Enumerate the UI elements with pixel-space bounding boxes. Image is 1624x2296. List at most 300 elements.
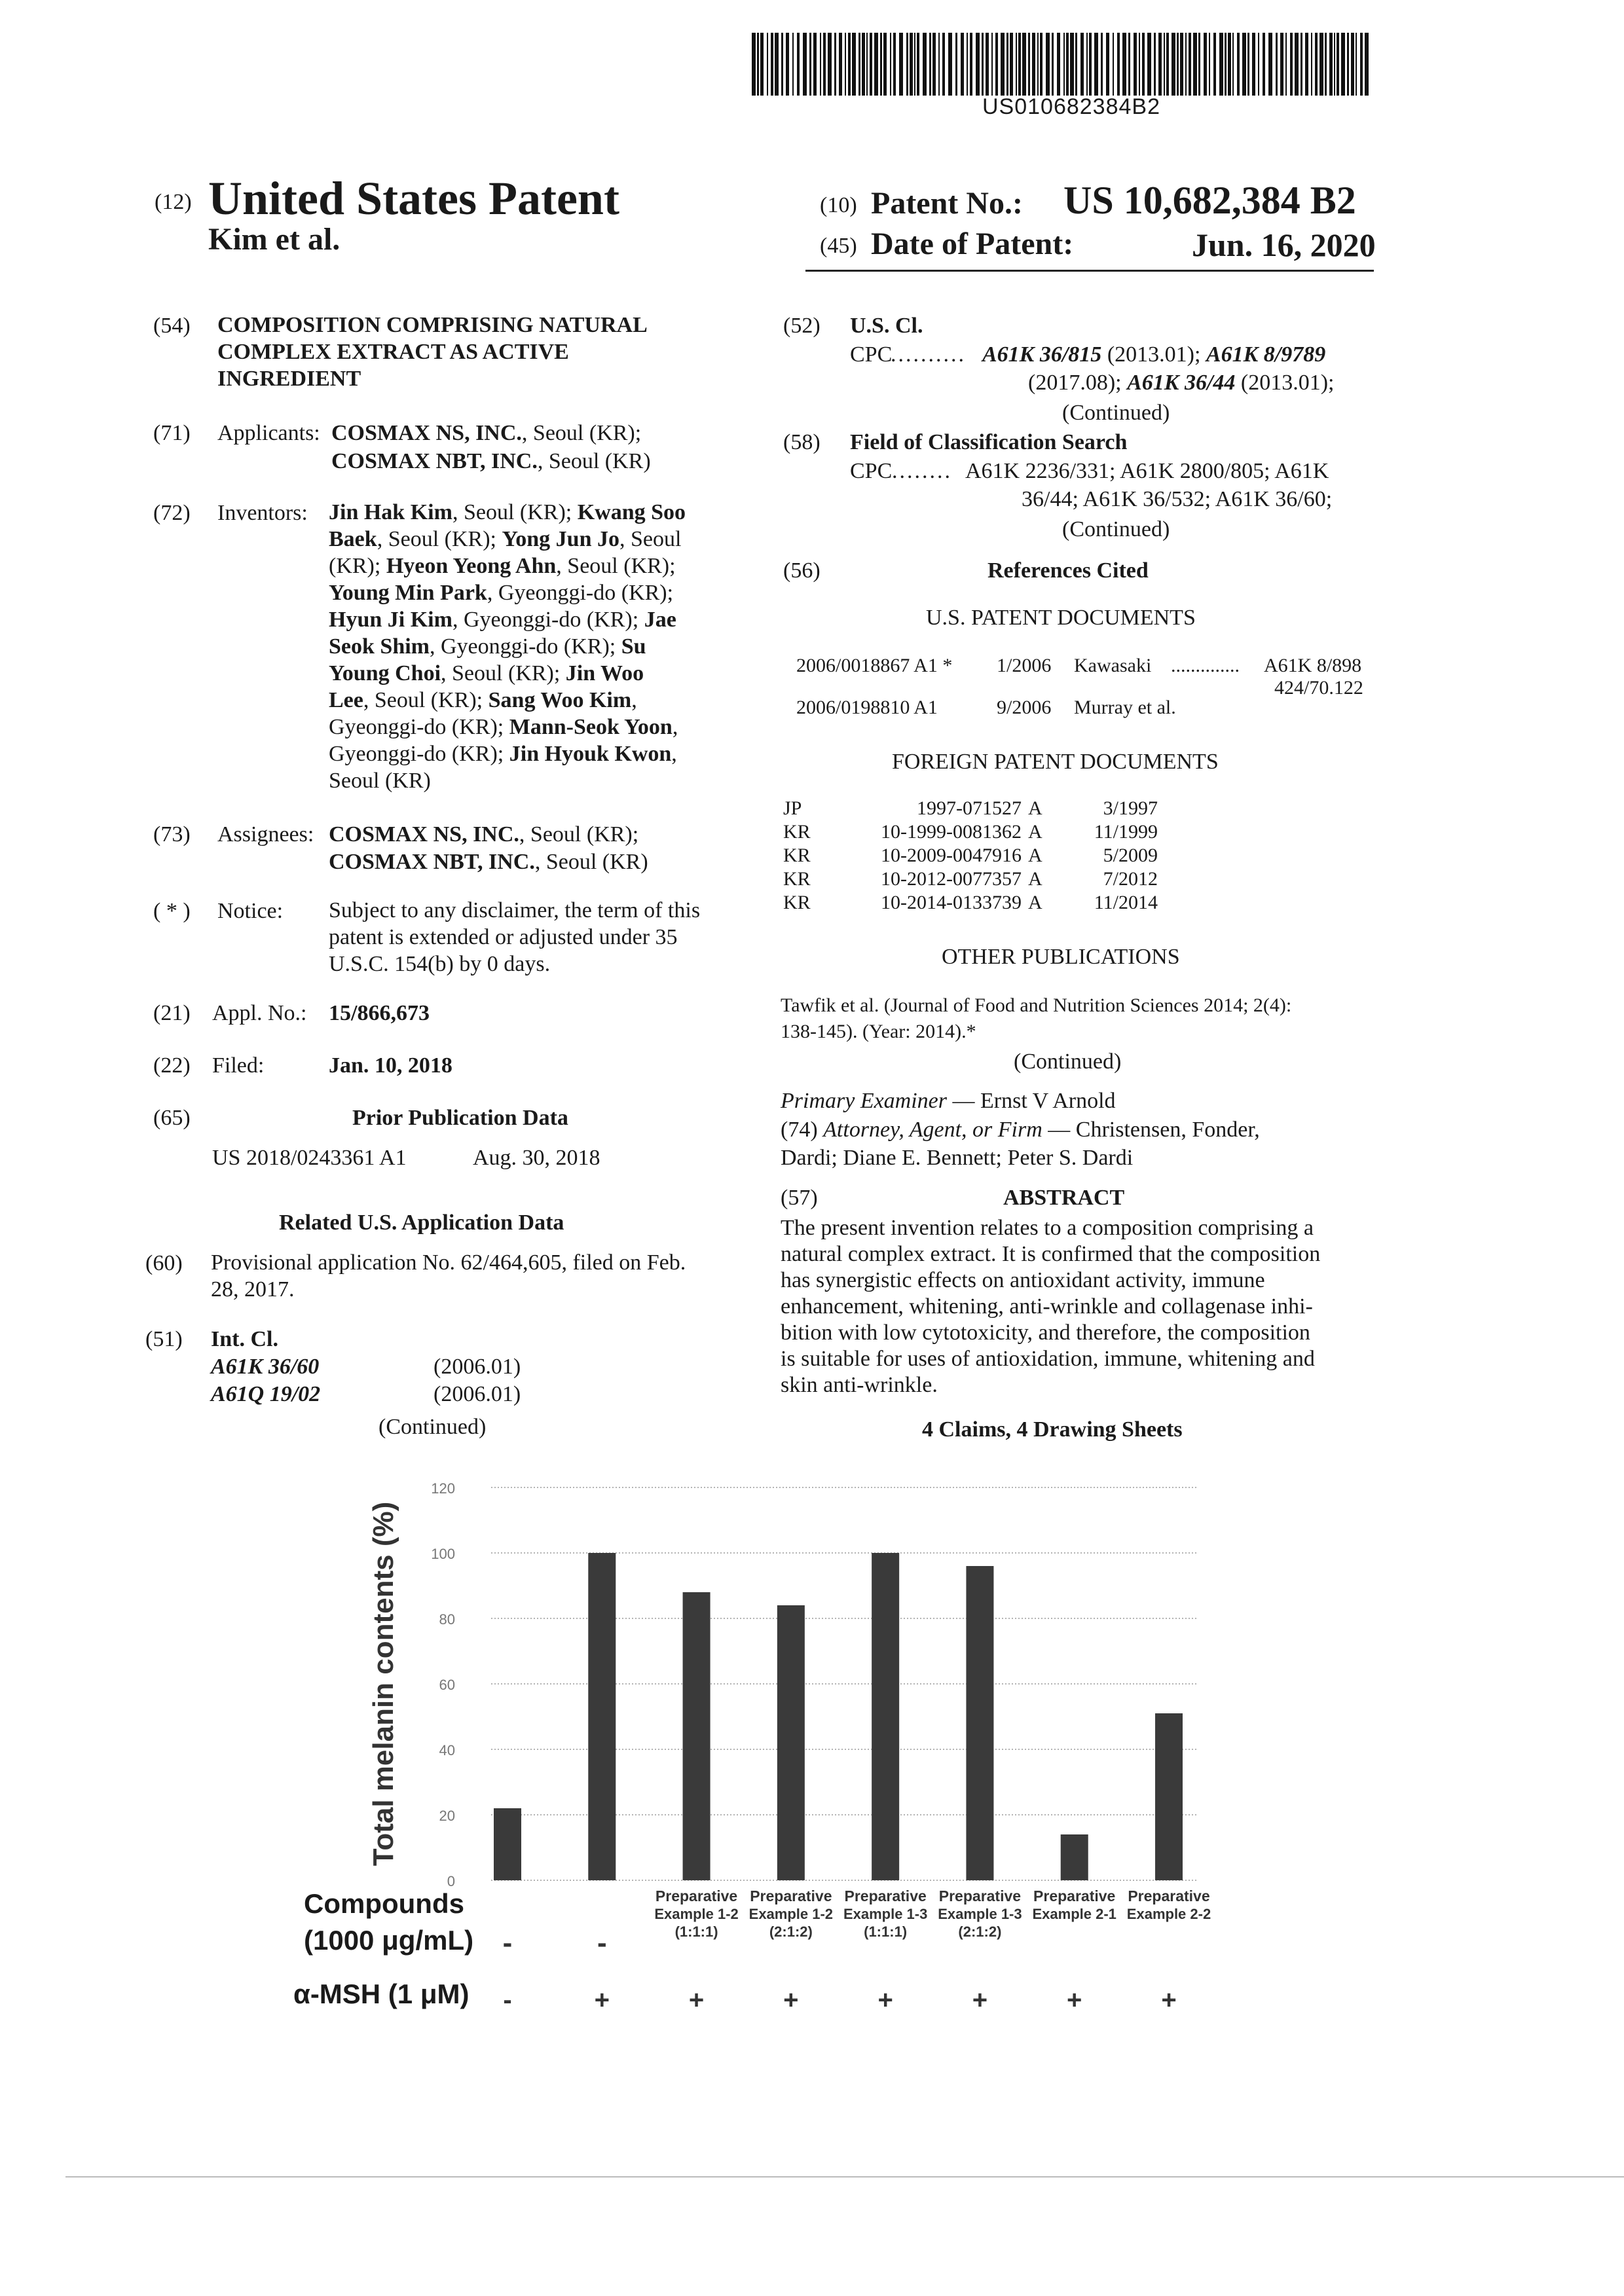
bar	[872, 1553, 899, 1880]
bar	[683, 1592, 710, 1880]
x-category-label: Preparative	[938, 1887, 1022, 1904]
x-category-label: Preparative	[1033, 1887, 1116, 1904]
code-60: (60)	[145, 1251, 183, 1275]
code-22: (22)	[153, 1053, 191, 1078]
abstract-line: skin anti-wrinkle.	[781, 1373, 938, 1397]
foreign-doc-number: 1997-071527	[917, 797, 1022, 819]
code-58: (58)	[783, 430, 821, 454]
barcode-bar	[986, 33, 989, 96]
applicant-location: , Seoul (KR);	[521, 421, 642, 445]
patent-title: United States Patent	[208, 172, 619, 225]
abstract-line: has synergistic effects on antioxidant activity, immune	[781, 1268, 1265, 1292]
patent-date: Jun. 16, 2020	[1192, 227, 1376, 263]
barcode-bar	[866, 33, 868, 96]
inventor-line: Gyeonggi-do (KR); Mann-Seok Yoon,	[329, 715, 678, 739]
barcode-bar	[1117, 33, 1120, 96]
code-10: (10)	[820, 193, 857, 217]
abstract-line: enhancement, whitening, anti-wrinkle and collagenase inhi-	[781, 1294, 1313, 1319]
assignees-label: Assignees:	[217, 822, 314, 847]
compounds-value: -	[597, 1927, 607, 1959]
us-doc-number: 2006/0018867 A1 *	[796, 655, 953, 676]
barcode-bar	[982, 33, 984, 96]
barcode	[752, 33, 1374, 96]
barcode-bar	[1101, 33, 1103, 96]
barcode-bar	[1189, 33, 1191, 96]
barcode-bar	[1001, 33, 1005, 96]
title-line: INGREDIENT	[217, 367, 361, 391]
bar	[1155, 1713, 1183, 1880]
foreign-doc-number: 10-2009-0047916	[881, 845, 1022, 866]
barcode-bar	[845, 33, 846, 96]
assignee-location: , Seoul (KR);	[519, 822, 639, 847]
code-51: (51)	[145, 1327, 183, 1351]
msh-value: +	[688, 1986, 705, 2014]
foreign-doc-number: 10-2014-0133739	[881, 892, 1022, 913]
inventor-line: Seok Shim, Gyeonggi-do (KR); Su	[329, 634, 646, 659]
barcode-bar	[1037, 33, 1039, 96]
attorney-line: Christensen, Fonder,	[1075, 1118, 1260, 1142]
barcode-bar	[760, 33, 764, 96]
barcode-bar	[1325, 33, 1327, 96]
other-pubs-heading: OTHER PUBLICATIONS	[942, 945, 1180, 969]
x-category-label: Example 1-2	[654, 1906, 739, 1922]
notice-line: U.S.C. 154(b) by 0 days.	[329, 952, 551, 976]
us-doc-date: 9/2006	[997, 697, 1052, 718]
barcode-bar	[1225, 33, 1227, 96]
assignee-2	[329, 848, 648, 876]
barcode-bar	[948, 33, 952, 96]
msh-value: -	[503, 1986, 512, 2014]
int-cl-version: (2006.01)	[434, 1355, 521, 1379]
inventor-line: Jin Hak Kim, Seoul (KR); Kwang Soo	[329, 500, 686, 524]
code-56: (56)	[783, 558, 821, 583]
prior-pub-number: US 2018/0243361 A1	[212, 1146, 407, 1170]
barcode-bar	[1128, 33, 1130, 96]
barcode-bar	[1052, 33, 1054, 96]
leader-dots: ........	[892, 459, 952, 483]
x-category-label: (2:1:2)	[958, 1923, 1002, 1940]
y-tick-label: 100	[431, 1546, 455, 1562]
barcode-bar	[1177, 33, 1179, 96]
barcode-bar	[1172, 33, 1175, 96]
msh-label: α-MSH (1 μM)	[293, 1978, 470, 2009]
barcode-bar	[938, 33, 940, 96]
barcode-bar	[880, 33, 882, 96]
notice-label: Notice:	[217, 899, 284, 923]
applicant-name: COSMAX NS, INC.	[331, 421, 522, 445]
barcode-bar	[1315, 33, 1318, 96]
other-pub-line: 138-145). (Year: 2014).*	[781, 1021, 976, 1042]
bar	[1061, 1834, 1088, 1880]
applicant-1	[331, 419, 641, 447]
barcode-bar	[1329, 33, 1333, 96]
barcode-bar	[1365, 33, 1369, 96]
barcode-bar	[1089, 33, 1092, 96]
y-tick-label: 40	[439, 1742, 455, 1758]
x-category-label: (2:1:2)	[769, 1923, 813, 1940]
barcode-bar	[1166, 33, 1169, 96]
barcode-bar	[1122, 33, 1126, 96]
barcode-bar	[1232, 33, 1234, 96]
foreign-doc-kind: A	[1028, 821, 1043, 843]
barcode-bar	[1198, 33, 1200, 96]
abstract-line: is suitable for uses of antioxidation, immune, whitening and	[781, 1347, 1315, 1371]
barcode-bar	[1347, 33, 1349, 96]
x-category-label: Example 1-3	[938, 1906, 1022, 1922]
x-category-label: Preparative	[655, 1887, 738, 1904]
foreign-doc-date: 3/1997	[1103, 797, 1158, 819]
compounds-value: -	[502, 1927, 513, 1959]
applicant-2	[331, 447, 651, 475]
bar	[494, 1808, 521, 1880]
barcode-bar	[942, 33, 945, 96]
barcode-bar	[991, 33, 993, 96]
abstract-text	[781, 1215, 1320, 1398]
msh-value: +	[1067, 1986, 1082, 2014]
x-category-label: Preparative	[844, 1887, 927, 1904]
x-category-label: (1:1:1)	[864, 1923, 908, 1940]
barcode-bar	[834, 33, 836, 96]
barcode-bar	[923, 33, 927, 96]
barcode-bar	[870, 33, 872, 96]
barcode-bar	[797, 33, 800, 96]
y-tick-label: 60	[439, 1677, 455, 1693]
inventor-line: (KR); Hyeon Yeong Ahn, Seoul (KR);	[329, 554, 676, 578]
foreign-doc-country: JP	[783, 797, 802, 819]
us-doc-number: 2006/0198810 A1	[796, 697, 938, 718]
barcode-bar	[1142, 33, 1145, 96]
barcode-bar	[809, 33, 811, 96]
x-category-label: (1:1:1)	[674, 1923, 718, 1940]
code-73: (73)	[153, 822, 191, 847]
applicant-name: COSMAX NBT, INC.	[331, 449, 538, 473]
barcode-bar	[1185, 33, 1187, 96]
barcode-bar	[914, 33, 915, 96]
code-45: (45)	[820, 234, 857, 258]
barcode-bar	[1070, 33, 1074, 96]
provisional-line: 28, 2017.	[211, 1277, 295, 1302]
barcode-bar	[1301, 33, 1302, 96]
barcode-bar	[1285, 33, 1287, 96]
invention-title	[217, 312, 648, 392]
barcode-bar	[906, 33, 908, 96]
notice-code: ( * )	[153, 899, 191, 923]
barcode-bar	[813, 33, 817, 96]
prior-pub-heading: Prior Publication Data	[352, 1106, 568, 1130]
barcode-bar	[1158, 33, 1162, 96]
barcode-bar	[1334, 33, 1335, 96]
barcode-bar	[1341, 33, 1345, 96]
barcode-bar	[874, 33, 878, 96]
inventor-line: Gyeonggi-do (KR); Jin Hyouk Kwon,	[329, 742, 677, 766]
header-rule	[805, 270, 1374, 272]
barcode-bar	[862, 33, 865, 96]
x-category-label: Example 1-3	[843, 1906, 928, 1922]
barcode-bar	[1237, 33, 1240, 96]
inventor-line: Baek, Seoul (KR); Yong Jun Jo, Seoul	[329, 527, 682, 551]
barcode-bar	[839, 33, 842, 96]
field-search-continued: (Continued)	[1062, 517, 1170, 541]
barcode-bar	[1242, 33, 1246, 96]
inventors-list	[329, 499, 686, 794]
barcode-bar	[893, 33, 896, 96]
attorney-code: (74)	[781, 1118, 818, 1142]
code-65: (65)	[153, 1106, 191, 1130]
title-line: COMPLEX EXTRACT AS ACTIVE	[217, 340, 569, 364]
prior-pub-date: Aug. 30, 2018	[473, 1146, 600, 1170]
foreign-doc-number: 10-2012-0077357	[881, 868, 1022, 890]
barcode-number: US010682384B2	[982, 94, 1161, 119]
barcode-bar	[775, 33, 779, 96]
barcode-bar	[1276, 33, 1278, 96]
other-pubs-text	[781, 993, 1291, 1045]
barcode-bar	[1180, 33, 1183, 96]
assignee-1	[329, 820, 638, 848]
foreign-doc-kind: A	[1028, 892, 1043, 913]
barcode-bar	[1280, 33, 1283, 96]
barcode-bar	[852, 33, 856, 96]
int-cl-version: (2006.01)	[434, 1382, 521, 1406]
appl-no-label: Appl. No.:	[212, 1001, 307, 1025]
barcode-bar	[995, 33, 998, 96]
barcode-bar	[967, 33, 968, 96]
bar	[966, 1566, 993, 1880]
provisional-text	[211, 1249, 686, 1303]
msh-value: +	[972, 1986, 988, 2014]
us-cl-line: (2017.08); A61K 36/44 (2013.01);	[1028, 371, 1335, 395]
x-category-label: Preparative	[1128, 1887, 1210, 1904]
code-21: (21)	[153, 1001, 191, 1025]
y-axis-label: Total melanin contents (%)	[367, 1501, 399, 1867]
bar	[588, 1553, 616, 1880]
inventor-line: Young Min Park, Gyeonggi-do (KR);	[329, 581, 674, 605]
patent-no-label: Patent No.:	[871, 186, 1023, 221]
page-bottom-rule	[65, 2176, 1624, 2178]
msh-value: +	[877, 1986, 893, 2014]
barcode-bar	[1311, 33, 1312, 96]
code-54: (54)	[153, 314, 191, 338]
assignee-name: COSMAX NBT, INC.	[329, 850, 535, 874]
foreign-doc-country: KR	[783, 868, 811, 890]
barcode-bar	[1351, 33, 1354, 96]
barcode-bar	[1094, 33, 1098, 96]
barcode-bar	[970, 33, 972, 96]
barcode-bar	[786, 33, 789, 96]
references-heading: References Cited	[987, 558, 1149, 583]
barcode-bar	[1268, 33, 1272, 96]
barcode-bar	[1113, 33, 1114, 96]
notice-line: Subject to any disclaimer, the term of this	[329, 898, 701, 922]
barcode-bar	[752, 33, 756, 96]
barcode-bar	[1204, 33, 1207, 96]
y-tick-label: 20	[439, 1808, 455, 1824]
barcode-bar	[1080, 33, 1084, 96]
barcode-bar	[1057, 33, 1060, 96]
compounds-concentration: (1000 μg/mL)	[304, 1925, 474, 1956]
field-search-line: 36/44; A61K 36/532; A61K 36/60;	[1022, 487, 1333, 511]
foreign-doc-number: 10-1999-0081362	[881, 821, 1022, 843]
barcode-bar	[1040, 33, 1043, 96]
us-doc-name: Kawasaki	[1074, 655, 1152, 676]
foreign-doc-country: KR	[783, 821, 811, 843]
foreign-doc-kind: A	[1028, 868, 1043, 890]
foreign-docs-heading: FOREIGN PATENT DOCUMENTS	[892, 750, 1219, 774]
us-doc-class: A61K 8/898	[1264, 655, 1362, 676]
field-search-cpc: CPC	[850, 459, 893, 483]
us-docs-heading: U.S. PATENT DOCUMENTS	[926, 606, 1196, 630]
barcode-bar	[1213, 33, 1216, 96]
barcode-bar	[899, 33, 903, 96]
barcode-bar	[1252, 33, 1255, 96]
barcode-bar	[1305, 33, 1308, 96]
us-cl-line: A61K 36/815 (2013.01); A61K 8/9789	[982, 342, 1326, 367]
field-search-label: Field of Classification Search	[850, 430, 1128, 454]
barcode-bar	[848, 33, 851, 96]
date-label: Date of Patent:	[871, 227, 1074, 261]
x-category-label: Example 1-2	[748, 1906, 834, 1922]
attorney-line-2: Dardi; Diane E. Bennett; Peter S. Dardi	[781, 1146, 1134, 1170]
inventor-line: Hyun Ji Kim, Gyeonggi-do (KR); Jae	[329, 608, 676, 632]
us-cl-cpc: CPC	[850, 342, 893, 367]
code-57: (57)	[781, 1186, 818, 1210]
barcode-bar	[1075, 33, 1077, 96]
patent-number: US 10,682,384 B2	[1063, 179, 1356, 222]
int-cl-class: A61K 36/60	[211, 1355, 320, 1379]
related-heading: Related U.S. Application Data	[279, 1211, 564, 1235]
barcode-bar	[767, 33, 768, 96]
barcode-bar	[1164, 33, 1165, 96]
examiner-name: Ernst V Arnold	[980, 1089, 1116, 1113]
msh-value: +	[594, 1986, 610, 2014]
barcode-bar	[1258, 33, 1259, 96]
applicant-location: , Seoul (KR)	[537, 449, 651, 473]
field-search-line: A61K 2236/331; A61K 2800/805; A61K	[965, 459, 1329, 483]
filed-label: Filed:	[212, 1053, 265, 1078]
barcode-bar	[1016, 33, 1017, 96]
barcode-bar	[1139, 33, 1140, 96]
applicants-label: Applicants:	[217, 421, 320, 445]
barcode-bar	[1360, 33, 1363, 96]
barcode-bar	[1046, 33, 1050, 96]
foreign-doc-kind: A	[1028, 845, 1043, 866]
int-cl-continued: (Continued)	[378, 1415, 487, 1439]
barcode-bar	[820, 33, 821, 96]
foreign-doc-kind: A	[1028, 797, 1043, 819]
barcode-bar	[976, 33, 980, 96]
barcode-bar	[1018, 33, 1021, 96]
int-cl-label: Int. Cl.	[211, 1327, 278, 1351]
barcode-bar	[1263, 33, 1265, 96]
us-cl-label: U.S. Cl.	[850, 314, 923, 338]
barcode-bar	[1154, 33, 1156, 96]
compounds-label: Compounds	[304, 1888, 464, 1919]
foreign-doc-date: 11/2014	[1094, 892, 1158, 913]
foreign-doc-country: KR	[783, 845, 811, 866]
leader-dots: ..........	[891, 342, 966, 367]
us-cl-continued: (Continued)	[1062, 401, 1170, 425]
barcode-bar	[932, 33, 936, 96]
barcode-bar	[883, 33, 887, 96]
barcode-bar	[771, 33, 773, 96]
y-tick-label: 80	[439, 1611, 455, 1628]
barcode-bar	[757, 33, 759, 96]
primary-examiner: Primary Examiner — Ernst V Arnold	[781, 1089, 1116, 1113]
provisional-line: Provisional application No. 62/464,605, filed on Feb.	[211, 1250, 686, 1275]
filed-date: Jan. 10, 2018	[329, 1053, 452, 1078]
barcode-bar	[1106, 33, 1109, 96]
other-pubs-continued: (Continued)	[1014, 1049, 1122, 1074]
barcode-bar	[1032, 33, 1035, 96]
barcode-bar	[1028, 33, 1030, 96]
us-doc-date: 1/2006	[997, 655, 1052, 676]
barcode-bar	[1295, 33, 1299, 96]
barcode-bar	[1193, 33, 1197, 96]
abstract-line: bition with low cytotoxicity, and therefore, the composition	[781, 1321, 1310, 1345]
barcode-bar	[792, 33, 794, 96]
appl-no: 15/866,673	[329, 1001, 430, 1025]
notice-line: patent is extended or adjusted under 35	[329, 925, 678, 949]
barcode-bar	[1006, 33, 1008, 96]
code-12: (12)	[155, 190, 192, 214]
barcode-bar	[1337, 33, 1339, 96]
bar	[777, 1605, 805, 1880]
barcode-bar	[1290, 33, 1293, 96]
us-doc-name: Murray et al.	[1074, 697, 1176, 718]
notice-text	[329, 897, 700, 977]
barcode-bar	[1010, 33, 1013, 96]
barcode-bar	[1134, 33, 1137, 96]
int-cl-class: A61Q 19/02	[211, 1382, 321, 1406]
attorney-label: Attorney, Agent, or Firm	[823, 1118, 1043, 1142]
msh-value: +	[783, 1986, 799, 2014]
authors: Kim et al.	[208, 222, 341, 257]
barcode-bar	[929, 33, 931, 96]
barcode-bar	[1356, 33, 1357, 96]
inventor-line: Young Choi, Seoul (KR); Jin Woo	[329, 661, 644, 685]
abstract-line: The present invention relates to a composition comprising a	[781, 1216, 1314, 1240]
msh-value: +	[1161, 1986, 1177, 2014]
barcode-bar	[1209, 33, 1210, 96]
x-category-label: Example 2-2	[1126, 1906, 1211, 1922]
barcode-bar	[803, 33, 807, 96]
barcode-bar	[1228, 33, 1231, 96]
inventors-label: Inventors:	[217, 501, 308, 525]
barcode-bar	[1022, 33, 1026, 96]
abstract-heading: ABSTRACT	[1003, 1186, 1125, 1210]
barcode-bar	[828, 33, 832, 96]
barcode-bar	[1247, 33, 1249, 96]
barcode-bar	[1066, 33, 1069, 96]
code-71: (71)	[153, 421, 191, 445]
assignee-name: COSMAX NS, INC.	[329, 822, 519, 847]
x-category-label: Example 2-1	[1032, 1906, 1116, 1922]
abstract-line: natural complex extract. It is confirmed that the composition	[781, 1242, 1321, 1266]
barcode-bar	[910, 33, 913, 96]
x-category-label: Preparative	[750, 1887, 832, 1904]
assignee-location: , Seoul (KR)	[534, 850, 648, 874]
foreign-doc-date: 11/1999	[1094, 821, 1158, 843]
inventor-line: Lee, Seoul (KR); Sang Woo Kim,	[329, 688, 637, 712]
barcode-bar	[961, 33, 964, 96]
barcode-bar	[890, 33, 891, 96]
barcode-bar	[917, 33, 919, 96]
foreign-doc-country: KR	[783, 892, 811, 913]
foreign-doc-date: 7/2012	[1103, 868, 1158, 890]
barcode-bar	[1147, 33, 1151, 96]
code-72: (72)	[153, 501, 191, 525]
code-52: (52)	[783, 314, 821, 338]
barcode-bar	[1063, 33, 1065, 96]
